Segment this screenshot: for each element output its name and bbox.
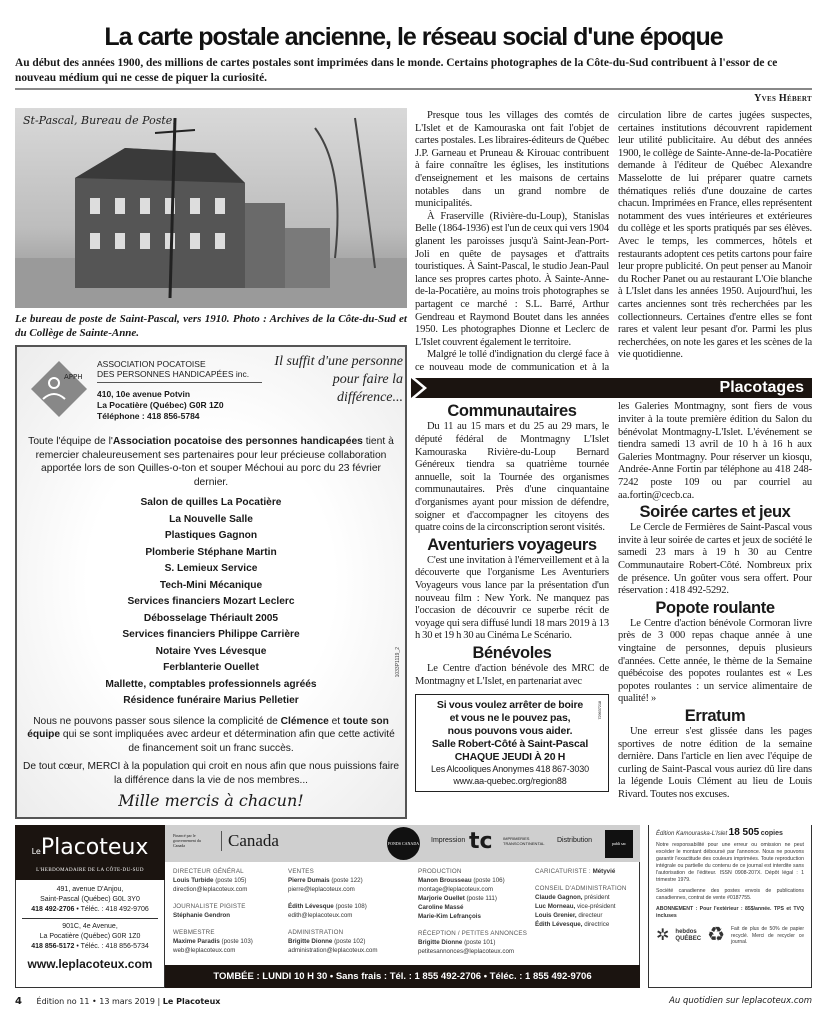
brief-text: Du 11 au 15 mars et du 25 au 29 mars, le député fédéral de Montmagny L'Islet Kamouraska Rivière-du-Loup Bernard Généreux tiendra sa quatrième tournée annuelle, soit la Tournée des organismes communautaires. Près d'une cinquantaine d'organismes ayant pour mission de défendre, soigner et d'accompagner les citoyens des quatre coins de la circonscription seront visités. xyxy=(415,421,609,534)
publisac-logo: publi sac xyxy=(605,830,633,858)
org-name xyxy=(97,359,262,383)
article-paragraph: Malgré le tollé d'indignation du clergé face à ce nouveau mode de communication et à la circulation libre de cartes jugées suspectes, certaines institutions découvrent rapidement leur utilité publicitaire. Au début des années 1900, le collège de Sainte-Anne-de-la-Pocatière demande à l'éditeur de Québec Alexandre Masselotte de lui préparer quatre carnets thématiques reliés d'une douzaine de cartes chacun. Imprimées en France, elles représentent notamment des vues intérieures et extérieures du collège et les sports pratiqués par ses élèves. Avec le temps, les commerces, hôtels et restaurants adoptent ces petits cartons pour faire leur propre publicité. On peut penser au Manoir du Rocher Panet ou au restaurant L'Oie blanche à L'Islet dans les années 1950. Aujourd'hui, les cartes anciennes sont très recherchées par les collectionneurs. Certaines d'entre elles se font rares et valent leur pesant d'or. Parmi les plus recherchées, on note les gares et les scènes de la vie quotidienne. xyxy=(415,110,812,373)
hebdos-label: hebdos QUÉBEC xyxy=(675,928,702,942)
address-line: 491, avenue D'Anjou, xyxy=(56,886,124,893)
staff-name: Louis Turbide xyxy=(173,877,214,884)
article-paragraph: À Fraserville (Rivière-du-Loup), Stanislas Belle (1864-1936) est l'un de ceux qui vers 1904 glanent les paroisses jusqu'à Saint-Jean-Port-Joli en quête de paysages et d'attraits touristiques. À Saint-Pascal, le studio Jean-Paul lance ses propres cartes photo. À Sainte-Anne-de-la-Pocatière, au moins trois photographes se partagent ce marché : S.L. Barré, Arthur Gendreau et Raymond Boutet dans les années 1950. Les photographes Dionne et Leclerc de L'Islet couvrent également le territoire. xyxy=(415,210,609,348)
ad-line: CHAQUE JEUDI À 20 H xyxy=(454,751,566,764)
placotages-column-2 xyxy=(618,401,812,801)
staff-ext: (poste 122) xyxy=(331,877,363,884)
section-title: Placotages xyxy=(719,379,804,397)
ad-thanks: De tout cœur, MERCI à la population qui croit en nous afin que nous puissions faire la différence dans la vie de nos membres... xyxy=(23,761,400,786)
recycle-icon: ♻ xyxy=(707,924,725,947)
subscription-info: ABONNEMENT : Pour l'extérieur : 85$/année. TPS et TVQ incluses xyxy=(656,906,804,919)
staff-column xyxy=(418,867,530,956)
edition-info: Édition no 11 • 13 mars 2019 | xyxy=(36,997,161,1006)
staff-ext: (poste 106) xyxy=(473,877,505,884)
staff-role: ADMINISTRATION xyxy=(288,929,344,936)
partner: Débosselage Thériault 2005 xyxy=(143,612,279,624)
partner: Services financiers Mozart Leclerc xyxy=(127,596,295,607)
staff-ext: président xyxy=(584,894,610,901)
office-addresses: 491, avenue D'Anjou, Saint-Pascal (Québec) G0L 3Y0 418 492-2706 • Téléc. : 418 492-9706 901C, 4e Avenue, La Pocatière (Québec) G0R 1Z0 418 856-5172 • Téléc. : 418 856-5734 www.leplacoteux.com xyxy=(15,880,165,988)
article-paragraph: Presque tous les villages des comtés de L'Islet et de Kamouraska ont fait l'objet de cartes postales. Les libraires-éditeurs de Québec J.P. Garneau et Pruneau & Kirouac contribuent à faire connaître les églises, les institutions d'enseignement et les maisons de certains notables dans un grand nombre de municipalités. xyxy=(415,110,609,210)
partner: Tech-Mini Mécanique xyxy=(159,579,263,591)
staff-name: Marie-Kim Lefrançois xyxy=(418,913,481,920)
staff-ext: directrice xyxy=(584,921,610,928)
ad-code: 729637218 xyxy=(597,701,603,720)
staff-role: JOURNALISTE PIGISTE xyxy=(173,903,246,910)
chevron-cut xyxy=(411,378,423,398)
staff-ext: (poste 111) xyxy=(466,895,497,902)
staff-name: Pierre Dumais xyxy=(288,877,330,884)
fund-seal-icon: FONDS CANADA xyxy=(387,827,420,860)
brief-text: les Galeries Montmagny, sont fiers de vous inviter à la toute première édition du Salon du bénévolat Montmagny-L'Islet. L'événement se tiendra samedi 13 avril de 10 h à 16 h aux Galeries Montmagny. Pour réserver un kiosqu, Andrée-Anne Fortin par téléphone au 418 248-7242 poste 109 ou par courriel au aa.fortin@cecb.ca. xyxy=(618,401,812,501)
text: Nous ne pouvons passer sous silence la complicité de xyxy=(33,715,281,727)
publication-info xyxy=(648,825,812,988)
staff-role: CONSEIL D'ADMINISTRATION xyxy=(535,885,627,892)
staff-email[interactable]: pierre@leplacoteux.com xyxy=(288,886,355,893)
org-address xyxy=(97,389,224,422)
staff-directory xyxy=(165,862,640,965)
brief-heading: Communautaires xyxy=(447,402,577,421)
distribution-label: Distribution xyxy=(557,837,593,844)
photo-handwritten-label: St-Pascal, Bureau de Poste. xyxy=(23,114,176,127)
staff-name: Stéphanie Gendron xyxy=(173,912,231,919)
staff-name: Luc Morneau, xyxy=(535,903,576,910)
hebdos-logo-icon: ✲ xyxy=(656,927,670,945)
ad-line: Si vous voulez arrêter de boire xyxy=(436,699,584,712)
copies-count: 18 505 xyxy=(728,827,760,838)
staff-ext: (poste 105) xyxy=(215,877,247,884)
partner: Plastiques Gagnon xyxy=(164,530,258,541)
section-banner xyxy=(415,378,812,398)
logo-tagline: L'HEBDOMADAIRE DE LA CÔTE-DU-SUD xyxy=(36,868,144,873)
address-line: 410, 10e avenue Potvin xyxy=(97,389,191,399)
partner: Notaire Yves Lévesque xyxy=(155,645,267,657)
photo-caption: Le bureau de poste de Saint-Pascal, vers 1910. Photo : Archives de la Côte-du-Sud et du Collège de Sainte-Anne. xyxy=(15,313,407,339)
canada-wordmark: Canada xyxy=(221,831,279,851)
brief-text: Le Cercle de Fermières de Saint-Pascal vous invite à leur soirée de cartes et jeux de société le samedi 23 mars à 19 h 30 au Centre Communautaire Robert-Côté. Nombreux prix de présence. Un goûter vous sera offert. Pour réservation : 418 492-5292. xyxy=(618,522,812,597)
recycle-notice: Fait de plus de 50% de papier recyclé. Merci de recycler ce journal. xyxy=(731,926,804,945)
staff-name: Louis Grenier, xyxy=(535,912,577,919)
partner: La Nouvelle Salle xyxy=(169,513,253,525)
ad-line: Salle Robert-Côté à Saint-Pascal xyxy=(431,738,589,751)
logo-name: Placoteux xyxy=(40,835,149,860)
fax: Téléc. : 418 492-9706 xyxy=(80,906,149,913)
brief-text: Une erreur s'est glissée dans les pages sportives de notre édition de la semaine dernière. Dans l'article en lien avec l'équipe de curling de Saint-Pascal vous auriez dû lire dans la légende Louis Clément au lieu de Louis Rivard. Toutes nos excuses. xyxy=(618,725,812,800)
gov-funding-text: Financé par le gouvernement du Canada xyxy=(173,833,201,848)
brief-heading: Bénévoles xyxy=(472,643,552,662)
legal-notice: Notre responsabilité pour une erreur ou omission ne peut excéder le montant déboursé par l'annonce. Nous ne pouvons garantir l'exactitude des couleurs imprimées. Toute reproduction intégrale ou partielle du contenu de ce journal est interdite sans l'autorisation de l'éditeur. ISSN 0908-207X. Dépôt légal : 1 trimestre 1979. xyxy=(656,842,804,883)
staff-name: Édith Lévesque, xyxy=(535,921,583,928)
staff-role: DIRECTEUR GÉNÉRAL xyxy=(173,868,244,875)
divider xyxy=(15,88,812,90)
sponsors-band xyxy=(165,825,640,862)
text: tient à remercier chaleureusement ses partenaires pour leur précieuse collaboration apportée lors de son Quilles-o-ton et souper Méchoui au porc du 23 février dernier. xyxy=(35,436,394,488)
phone: 418 492-2706 xyxy=(31,906,75,913)
staff-ext: (poste 102) xyxy=(334,938,366,945)
text-bold: toute son équipe xyxy=(27,715,389,740)
staff-email[interactable]: administration@leplacoteux.com xyxy=(288,947,378,954)
staff-name: Brigitte Dionne xyxy=(418,939,463,946)
org-name-line: DES PERSONNES HANDICAPÉES inc. xyxy=(97,369,250,379)
brief-text: Le Centre d'action bénévole Cormoran livre près de 3 000 repas chaque année à une vingtaine de personnes, depuis plusieurs d'années. Cette année, le thème de la Semaine québécoise des popotes roulantes est « Les popotes roulantes : un service alimentaire de qualité! » xyxy=(618,617,812,705)
fax: Téléc. : 418 856-5734 xyxy=(80,943,149,950)
address-line: 901C, 4e Avenue, xyxy=(62,923,118,930)
aa-advertisement xyxy=(415,694,609,792)
tc-logo: tc xyxy=(469,829,493,854)
staff-role: PRODUCTION xyxy=(418,868,462,875)
text: qui se sont impliquées avec ardeur et détermination afin que cette activité de financement soit un franc succès. xyxy=(60,729,395,754)
address-line: Saint-Pascal (Québec) G0L 3Y0 xyxy=(40,896,140,903)
divider xyxy=(22,918,158,919)
right-column xyxy=(415,110,812,802)
ad-slogan: Il suffit d'une personne pour faire la différence... xyxy=(274,354,403,405)
logo-le: Le xyxy=(31,847,41,856)
text: Toute l'équipe de l' xyxy=(28,436,113,447)
ad-line: et vous ne le pouvez pas, xyxy=(449,712,571,725)
staff-name: Métyvié xyxy=(592,868,616,875)
staff-email[interactable]: edith@leplacoteux.com xyxy=(288,912,353,919)
staff-ext: (poste 108) xyxy=(335,903,367,910)
impression-label: Impression xyxy=(431,837,466,844)
staff-ext: (poste 103) xyxy=(221,938,253,945)
apph-advertisement xyxy=(15,345,407,819)
staff-column xyxy=(535,867,635,929)
apph-logo-icon xyxy=(29,359,89,419)
brief-heading: Soirée cartes et jeux xyxy=(639,503,791,522)
partner: S. Lemieux Service xyxy=(164,563,258,574)
staff-ext: (poste 101) xyxy=(464,939,496,946)
placotages-columns xyxy=(415,401,812,801)
partner: Services financiers Philippe Carrière xyxy=(122,629,300,640)
ad-intro xyxy=(23,435,399,489)
partner: Plomberie Stéphane Martin xyxy=(145,546,277,558)
staff-email[interactable]: direction@leplacoteux.com xyxy=(173,886,248,893)
placotages-column-1 xyxy=(415,401,609,801)
staff-name: Marjorie Ouellet xyxy=(418,895,465,902)
brief-heading: Erratum xyxy=(684,706,746,725)
edition-label: Édition Kamouraska-L'Islet xyxy=(656,831,728,837)
paper-name: Le Placoteux xyxy=(162,997,221,1006)
staff-name: Claude Gagnon, xyxy=(535,894,583,901)
staff-name: Manon Brousseau xyxy=(418,877,472,884)
staff-role: CARICATURISTE : xyxy=(535,868,591,875)
brief-text: Le Centre d'action bénévole des MRC de Montmagny et L'Islet, en partenariat avec xyxy=(415,662,609,687)
ad-phone: Les Alcooliques Anonymes 418 867-3030 xyxy=(431,764,589,775)
staff-email[interactable]: web@leplacoteux.com xyxy=(173,947,236,954)
svg-text:APPH: APPH xyxy=(64,373,83,381)
text: et xyxy=(328,715,343,727)
page-footer xyxy=(15,996,812,1007)
phone: Téléphone : 418 856-5784 xyxy=(97,411,200,421)
headline: La carte postale ancienne, le réseau social d'une époque xyxy=(104,23,723,51)
partner: Résidence funéraire Marius Pelletier xyxy=(123,695,299,706)
staff-email[interactable]: montage@leplacoteux.com xyxy=(418,886,494,893)
partner: Salon de quilles La Pocatière xyxy=(140,497,282,508)
partner-list xyxy=(23,495,399,710)
ad-signoff: Mille mercis à chacun! xyxy=(118,791,304,810)
brief-heading: Popote roulante xyxy=(655,598,775,617)
address-line: La Pocatière (Québec) G0R 1Z0 xyxy=(97,400,224,410)
partner: Mallette, comptables professionnels agréés xyxy=(105,678,317,690)
copies-label: copies xyxy=(760,830,783,837)
placoteux-logo xyxy=(15,825,165,880)
page-number: 4 xyxy=(15,996,22,1007)
staff-role: RÉCEPTION / PETITES ANNONCES xyxy=(418,930,528,937)
footer-tagline: Au quotidien sur leplacoteux.com xyxy=(669,996,812,1006)
brief-text: C'est une invitation à l'émerveillement et à la découverte que l'organisme Les Aventuriers Voyageurs vous lance par la présentation d'un nouveau film : New York. Ne manquez pas l'occasion de découvrir ce superbe récit de voyage qui sera diffusé lundi 18 mars 2019 à 13 h 30 et 19 h 30 au Cinéma Le Scénario. xyxy=(415,554,609,642)
website-link[interactable]: www.leplacoteux.com xyxy=(27,957,153,971)
phone: 418 856-5172 xyxy=(31,943,75,950)
staff-ext: vice-président xyxy=(576,903,616,910)
staff-email[interactable]: petitesannonces@leplacoteux.com xyxy=(418,948,515,955)
post-office-photo-illustration xyxy=(15,108,407,308)
ad-line: nous pouvons vous aider. xyxy=(447,725,573,738)
staff-name: Brigitte Dionne xyxy=(288,938,333,945)
article-photo xyxy=(15,108,407,308)
ad-header xyxy=(17,347,405,435)
staff-role: VENTES xyxy=(288,868,314,875)
tc-subtitle: IMPRIMERIES TRANSCONTINENTAL xyxy=(503,836,545,846)
text-bold: Clémence xyxy=(280,715,329,727)
brief-heading: Aventuriers voyageurs xyxy=(427,535,597,554)
staff-name: Maxime Paradis xyxy=(173,938,220,945)
postal-notice: Société canadienne des postes envois de publications canadiennes, contrat de vente #0187755. xyxy=(656,888,804,901)
staff-column xyxy=(288,867,413,955)
partner: Ferblanterie Ouellet xyxy=(163,662,259,673)
staff-column xyxy=(173,867,285,955)
article-body xyxy=(415,110,812,374)
staff-ext: directeur xyxy=(578,912,603,919)
org-name-bold: Association pocatoise des personnes handicapées xyxy=(112,436,363,447)
staff-name: Édith Lévesque xyxy=(288,903,334,910)
byline: Yves Hébert xyxy=(754,93,812,104)
staff-name: Caroline Massé xyxy=(418,904,464,911)
org-name-line: ASSOCIATION POCATOISE xyxy=(97,359,206,369)
ad-code: 1033P1119_2 xyxy=(395,647,401,678)
deadline-bar: TOMBÉE : LUNDI 10 H 30 • Sans frais : Tél. : 1 855 492-2706 • Téléc. : 1 855 492-9706 xyxy=(165,965,640,988)
staff-role: WEBMESTRE xyxy=(173,929,215,936)
article-dek: Au début des années 1900, des millions de cartes postales sont imprimées dans le monde. Certains photographes de la Côte-du-Sud contribuent à l'essor de ce nouveau médium qui ne cesse de piquer la curiosité. xyxy=(15,57,778,84)
address-line: La Pocatière (Québec) G0R 1Z0 xyxy=(39,933,141,940)
ad-url[interactable]: www.aa-quebec.org/region88 xyxy=(453,775,567,786)
ad-outro xyxy=(23,715,399,756)
